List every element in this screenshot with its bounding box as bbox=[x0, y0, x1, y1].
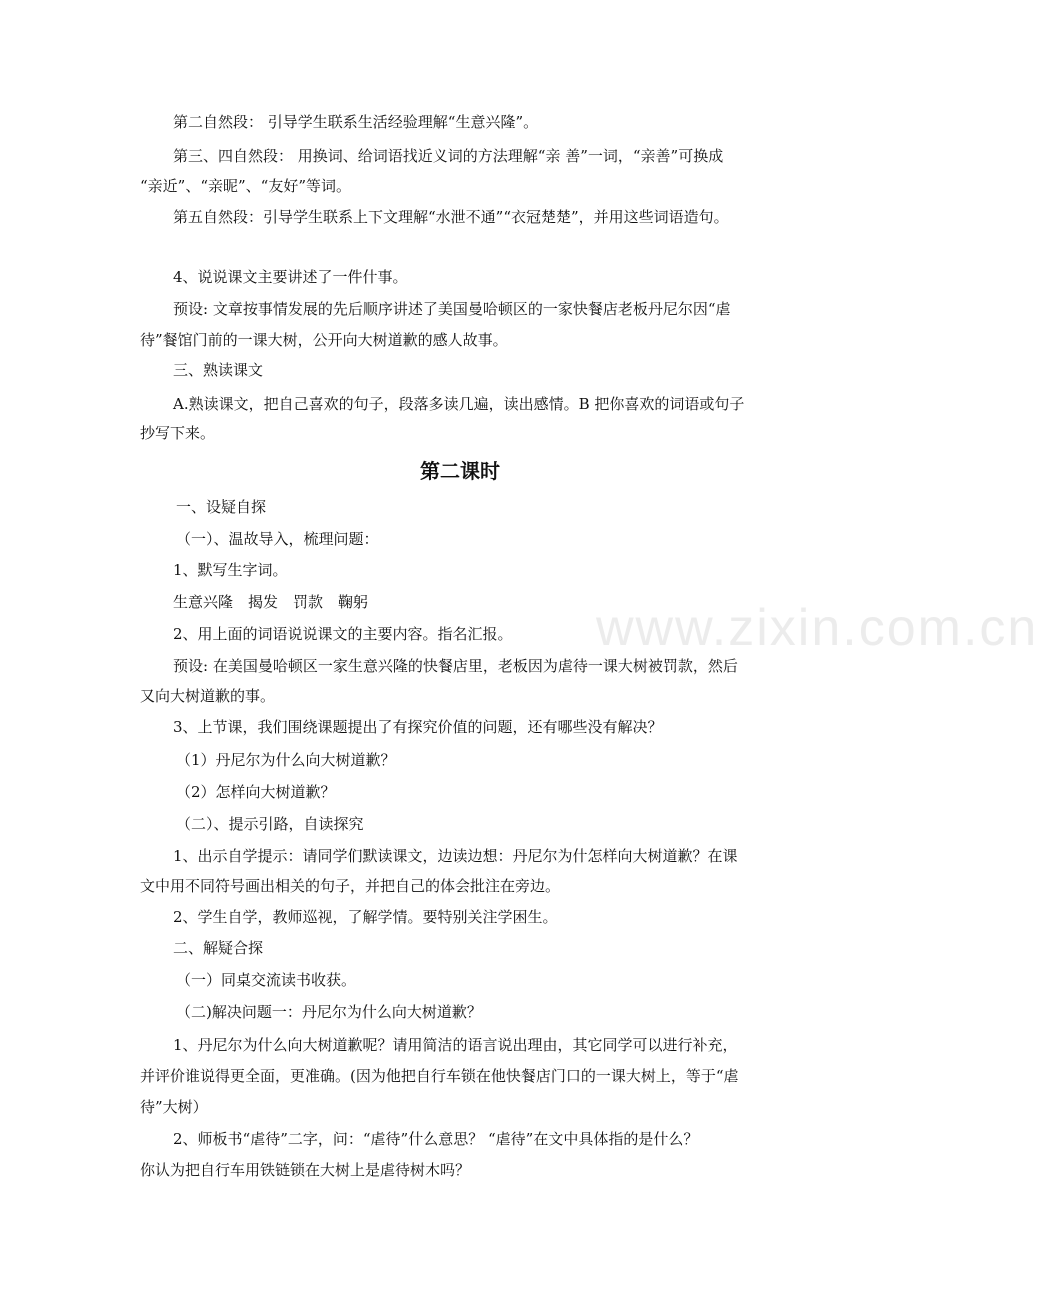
paragraph-line: （一）同桌交流读书收获。 bbox=[176, 971, 357, 989]
paragraph-line: 1、默写生字词。 bbox=[173, 561, 288, 579]
paragraph-line: 你认为把自行车用铁链锁在大树上是虐待树木吗？ bbox=[140, 1161, 471, 1179]
paragraph-line: 第二自然段： 引导学生联系生活经验理解“生意兴隆”。 bbox=[173, 113, 539, 131]
paragraph-line: A.熟读课文，把自己喜欢的句子，段落多读几遍，读出感情。B 把你喜欢的词语或句子 bbox=[173, 395, 745, 413]
paragraph-line: 待”大树） bbox=[140, 1098, 208, 1116]
paragraph-line: 预设: 在美国曼哈顿区一家生意兴隆的快餐店里，老板因为虐待一课大树被罚款，然后 bbox=[173, 657, 738, 675]
paragraph-line: （二）、提示引路，自读探究 bbox=[176, 815, 364, 833]
paragraph-line: （一）、温故导入，梳理问题： bbox=[176, 530, 379, 548]
paragraph-line: 抄写下来。 bbox=[140, 424, 216, 442]
paragraph-line: 3、上节课，我们围绕课题提出了有探究价值的问题，还有哪些没有解决？ bbox=[173, 718, 663, 736]
paragraph-line: 待”餐馆门前的一课大树，公开向大树道歉的感人故事。 bbox=[140, 331, 508, 349]
paragraph-line: 第五自然段：引导学生联系上下文理解“水泄不通”“衣冠楚楚”，并用这些词语造句。 bbox=[173, 208, 729, 226]
paragraph-line: 三、熟读课文 bbox=[173, 361, 264, 379]
paragraph-line: 1、丹尼尔为什么向大树道歉呢？请用简洁的语言说出理由，其它同学可以进行补充， bbox=[173, 1036, 738, 1054]
paragraph-line: （2）怎样向大树道歉？ bbox=[176, 783, 336, 801]
paragraph-line: 2、师板书“虐待”二字，问：“虐待”什么意思？ “虐待”在文中具体指的是什么？ bbox=[173, 1130, 699, 1148]
paragraph-line: 第三、四自然段： 用换词、给词语找近义词的方法理解“亲 善”一词，“亲善”可换成 bbox=[173, 147, 724, 165]
paragraph-line: 4、说说课文主要讲述了一件什事。 bbox=[173, 268, 408, 286]
paragraph-line: 预设: 文章按事情发展的先后顺序讲述了美国曼哈顿区的一家快餐店老板丹尼尔因“虐 bbox=[173, 300, 731, 318]
section-heading: 第二课时 bbox=[420, 459, 500, 483]
paragraph-line: 2、用上面的词语说说课文的主要内容。指名汇报。 bbox=[173, 625, 513, 643]
paragraph-line: 文中用不同符号画出相关的句子，并把自己的体会批注在旁边。 bbox=[140, 877, 561, 895]
paragraph-line: （1）丹尼尔为什么向大树道歉？ bbox=[176, 751, 396, 769]
watermark: www.zixin.com.cn bbox=[596, 599, 1038, 657]
paragraph-line: 2、学生自学，教师巡视，了解学情。要特别关注学困生。 bbox=[173, 908, 558, 926]
paragraph-line: 二、解疑合探 bbox=[173, 939, 264, 957]
paragraph-line: （二)解决问题一：丹尼尔为什么向大树道歉？ bbox=[176, 1003, 482, 1021]
paragraph-line: 又向大树道歉的事。 bbox=[140, 687, 276, 705]
paragraph-line: 1、出示自学提示：请同学们默读课文，边读边想：丹尼尔为什怎样向大树道歉？在课 bbox=[173, 847, 738, 865]
paragraph-line: 并评价谁说得更全面，更准确。(因为他把自行车锁在他快餐店门口的一课大树上，等于“虐 bbox=[140, 1067, 739, 1085]
paragraph-line: 生意兴隆 揭发 罚款 鞠躬 bbox=[173, 593, 369, 611]
paragraph-line: 一、设疑自探 bbox=[176, 498, 267, 516]
paragraph-line: “亲近”、“亲昵”、“友好”等词。 bbox=[140, 177, 352, 195]
